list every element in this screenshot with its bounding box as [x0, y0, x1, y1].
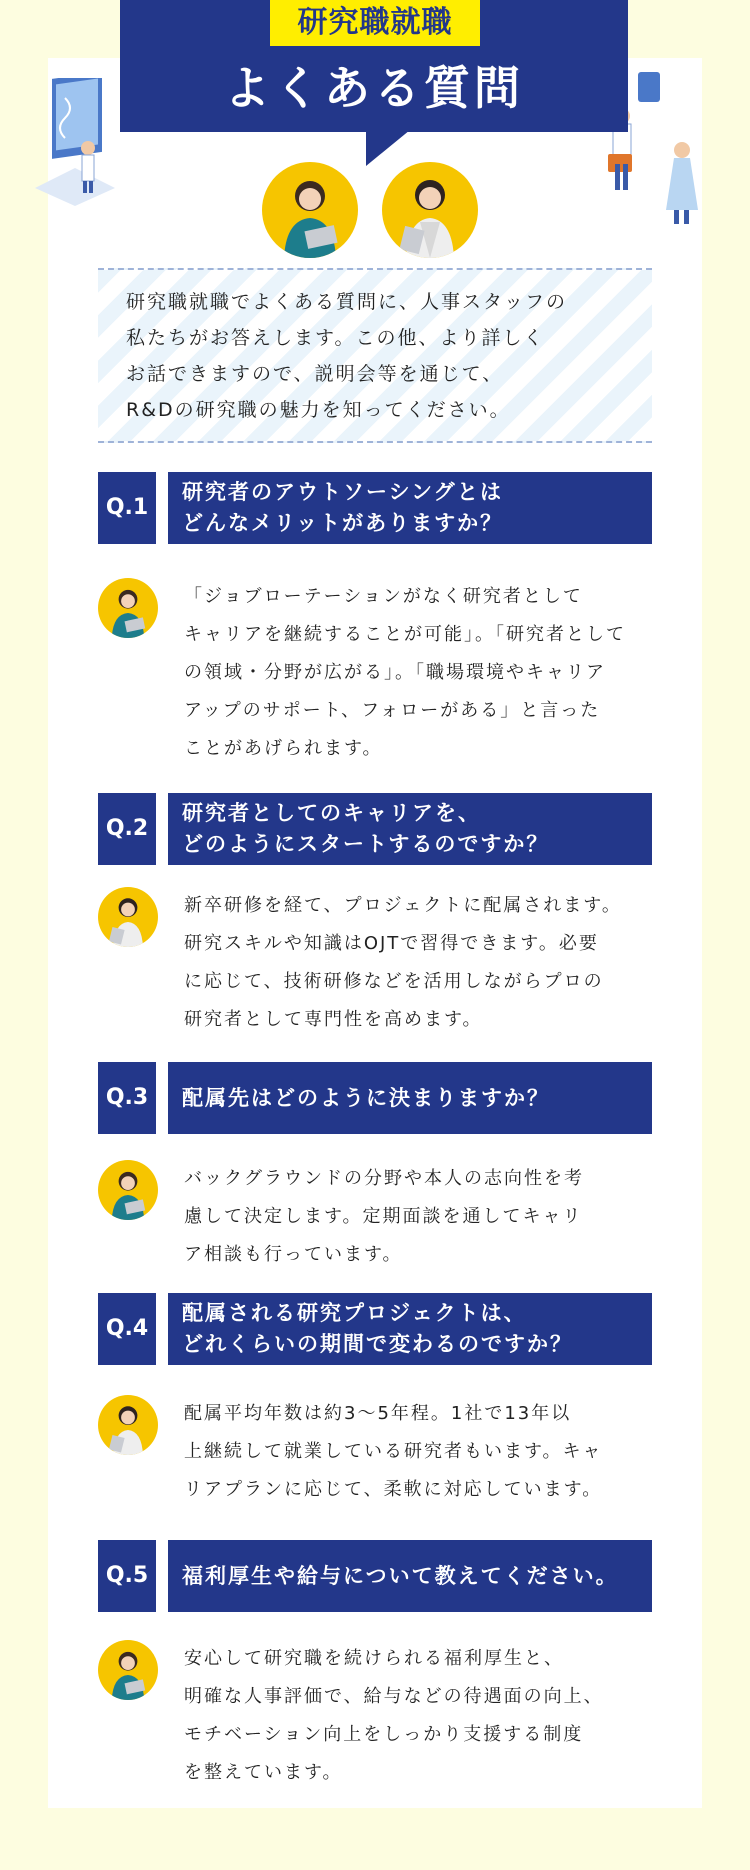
staff-avatar-teal [98, 578, 158, 638]
answer-row [98, 1160, 652, 1274]
question-number: Q.2 [98, 793, 156, 865]
answer-row [98, 578, 652, 768]
answer-line: 上継続して就業している研究者もいます。キャ [184, 1441, 603, 1462]
staff-avatar-white [98, 887, 158, 947]
answer-line: ことがあげられます。 [184, 738, 383, 759]
answer-text [184, 887, 652, 1039]
staff-avatar-teal [98, 1640, 158, 1700]
question-line: 研究者としてのキャリアを、 [182, 801, 481, 825]
answer-line: リアプランに応じて、柔軟に対応しています。 [184, 1479, 603, 1500]
page-title: よくある質問 [224, 61, 524, 115]
question-line: どれくらいの期間で変わるのですか？ [182, 1332, 573, 1356]
staff-avatar-white [382, 162, 478, 258]
answer-row [98, 1395, 652, 1509]
question-line: 配属される研究プロジェクトは、 [182, 1301, 527, 1325]
answer-line: 研究者として専門性を高めます。 [184, 1009, 483, 1030]
question-text [168, 1062, 652, 1134]
faq-item-4 [98, 1293, 652, 1509]
intro-line: R&Dの研究職の魅力を知ってください。 [126, 399, 511, 421]
answer-line: アップのサポート、フォローがある」と言った [184, 700, 601, 721]
question-line: どのようにスタートするのですか？ [182, 832, 550, 856]
answer-text [184, 1640, 652, 1792]
question-row [98, 1293, 652, 1365]
question-line: 研究者のアウトソーシングとは [182, 480, 504, 504]
question-row [98, 793, 652, 865]
answer-text [184, 578, 652, 768]
answer-line: ア相談も行っています。 [184, 1244, 403, 1265]
answer-line: バックグラウンドの分野や本人の志向性を考 [184, 1168, 584, 1189]
answer-row [98, 887, 652, 1039]
intro-box [98, 268, 652, 443]
answer-line: 慮して決定します。定期面談を通してキャリ [184, 1206, 583, 1227]
banner-tag: 研究職就職 [270, 0, 480, 46]
question-line: 配属先はどのように決まりますか？ [182, 1085, 550, 1110]
answer-line: に応じて、技術研修などを活用しながらプロの [184, 971, 604, 992]
faq-item-5 [98, 1540, 652, 1792]
answer-line: モチベーション向上をしっかり支援する制度 [184, 1724, 584, 1745]
researcher-illustration-left [30, 78, 120, 208]
staff-avatar-teal [262, 162, 358, 258]
intro-line: 研究職就職でよくある質問に、人事スタッフの [126, 291, 568, 313]
answer-line: 配属平均年数は約3〜5年程。1社で13年以 [184, 1403, 572, 1424]
answer-line: 「ジョブローテーションがなく研究者として [184, 586, 583, 607]
answer-line: 新卒研修を経て、プロジェクトに配属されます。 [184, 895, 622, 916]
question-text [168, 1540, 652, 1612]
question-line: どんなメリットがありますか？ [182, 511, 504, 535]
banner-speech-tail [366, 130, 410, 166]
faq-item-2 [98, 793, 652, 1039]
faq-item-1 [98, 472, 652, 768]
question-text [168, 1293, 652, 1365]
question-number: Q.4 [98, 1293, 156, 1365]
question-row [98, 1062, 652, 1134]
answer-line: 明確な人事評価で、給与などの待遇面の向上、 [184, 1686, 604, 1707]
answer-line: 安心して研究職を続けられる福利厚生と、 [184, 1648, 564, 1669]
question-number: Q.3 [98, 1062, 156, 1134]
faq-item-3 [98, 1062, 652, 1274]
question-number: Q.1 [98, 472, 156, 544]
intro-line: お話できますので、説明会等を通じて、 [126, 363, 504, 385]
question-text [168, 793, 652, 865]
answer-line: を整えています。 [184, 1762, 343, 1783]
answer-text [184, 1160, 652, 1274]
question-text [168, 472, 652, 544]
question-row [98, 1540, 652, 1612]
answer-line: 研究スキルや知識はOJTで習得できます。必要 [184, 933, 599, 954]
answer-row [98, 1640, 652, 1792]
staff-avatar-white [98, 1395, 158, 1455]
intro-line: 私たちがお答えします。この他、より詳しく [126, 327, 545, 349]
question-number: Q.5 [98, 1540, 156, 1612]
staff-avatar-teal [98, 1160, 158, 1220]
answer-text [184, 1395, 652, 1509]
answer-line: キャリアを継続することが可能」。「研究者として [184, 624, 626, 645]
question-row [98, 472, 652, 544]
answer-line: の領域・分野が広がる」。「職場環境やキャリア [184, 662, 606, 683]
question-line: 福利厚生や給与について教えてください。 [182, 1563, 619, 1588]
